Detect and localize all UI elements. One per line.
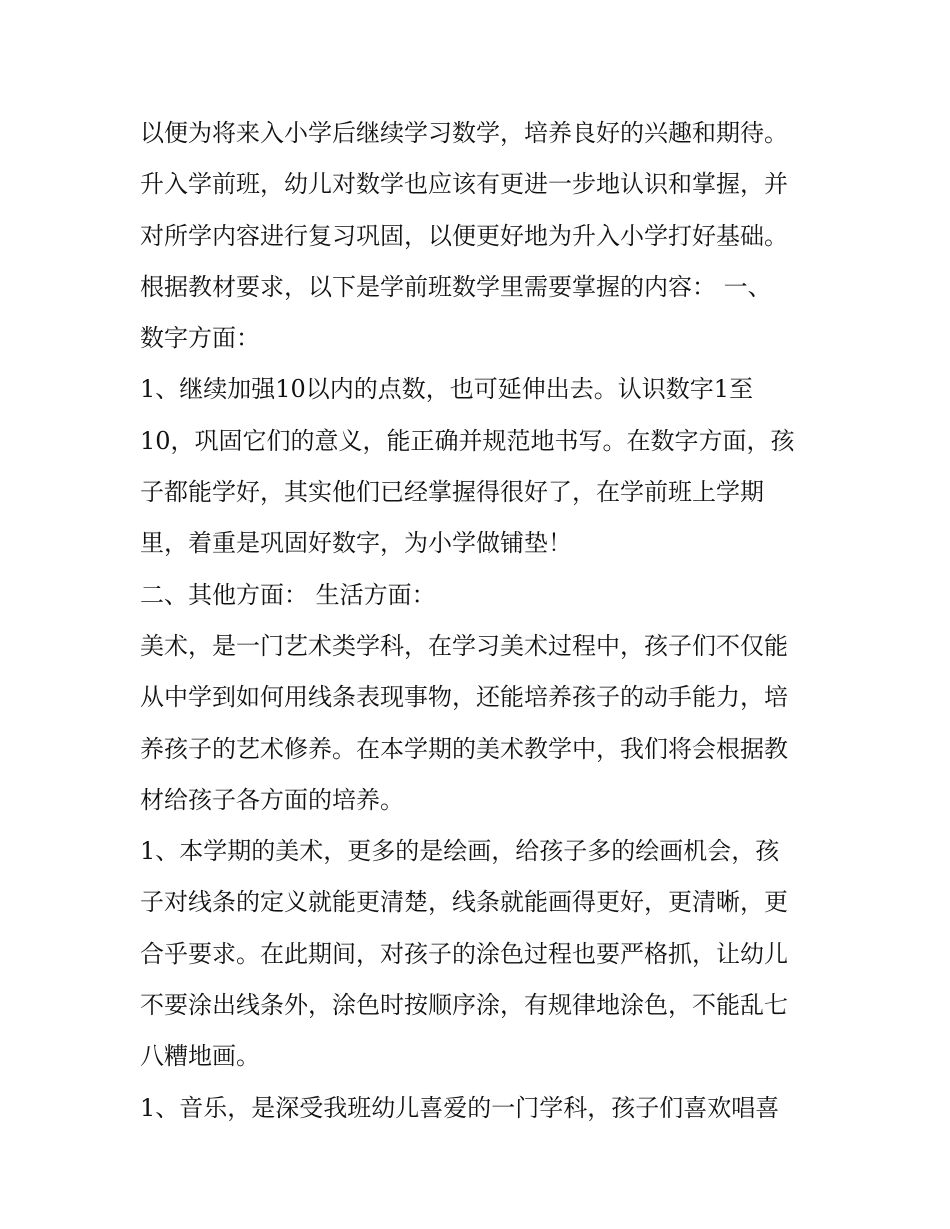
text-line: 根据教材要求，以下是学前班数学里需要掌握的内容： 一、 [140, 272, 772, 301]
text-line: 八糟地画。 [140, 1042, 260, 1071]
text-line: 里，着重是巩固好数字，为小学做铺垫！ [140, 529, 572, 558]
text-line: 10，巩固它们的意义，能正确并规范地书写。在数字方面，孩 [140, 426, 795, 455]
text-line: 材给孩子各方面的培养。 [140, 785, 404, 814]
text-line: 升入学前班，幼儿对数学也应该有更进一步地认识和掌握，并 [140, 170, 788, 199]
text-line: 1、音乐，是深受我班幼儿喜爱的一门学科，孩子们喜欢唱喜 [140, 1093, 780, 1122]
document-body [140, 108, 830, 1134]
text-line: 养孩子的艺术修养。在本学期的美术教学中，我们将会根据教 [140, 734, 788, 763]
text-line: 二、其他方面： 生活方面： [140, 580, 436, 609]
text-line: 对所学内容进行复习巩固，以便更好地为升入小学打好基础。 [140, 221, 788, 250]
text-line: 数字方面： [140, 324, 260, 353]
text-line: 从中学到如何用线条表现事物，还能培养孩子的动手能力，培 [140, 683, 788, 712]
text-line: 美术，是一门艺术类学科，在学习美术过程中，孩子们不仅能 [140, 631, 788, 660]
text-line: 子都能学好，其实他们已经掌握得很好了，在学前班上学期 [140, 478, 764, 507]
text-line: 1、继续加强10以内的点数，也可延伸出去。认识数字1至 [140, 375, 754, 404]
text-line: 以便为将来入小学后继续学习数学，培养良好的兴趣和期待。 [140, 119, 788, 147]
text-line: 1、本学期的美术，更多的是绘画，给孩子多的绘画机会，孩 [140, 837, 780, 866]
text-line: 不要涂出线条外，涂色时按顺序涂，有规律地涂色，不能乱七 [140, 991, 788, 1020]
text-line: 合乎要求。在此期间，对孩子的涂色过程也要严格抓，让幼儿 [140, 939, 788, 968]
text-line: 子对线条的定义就能更清楚，线条就能画得更好，更清晰，更 [140, 888, 788, 917]
